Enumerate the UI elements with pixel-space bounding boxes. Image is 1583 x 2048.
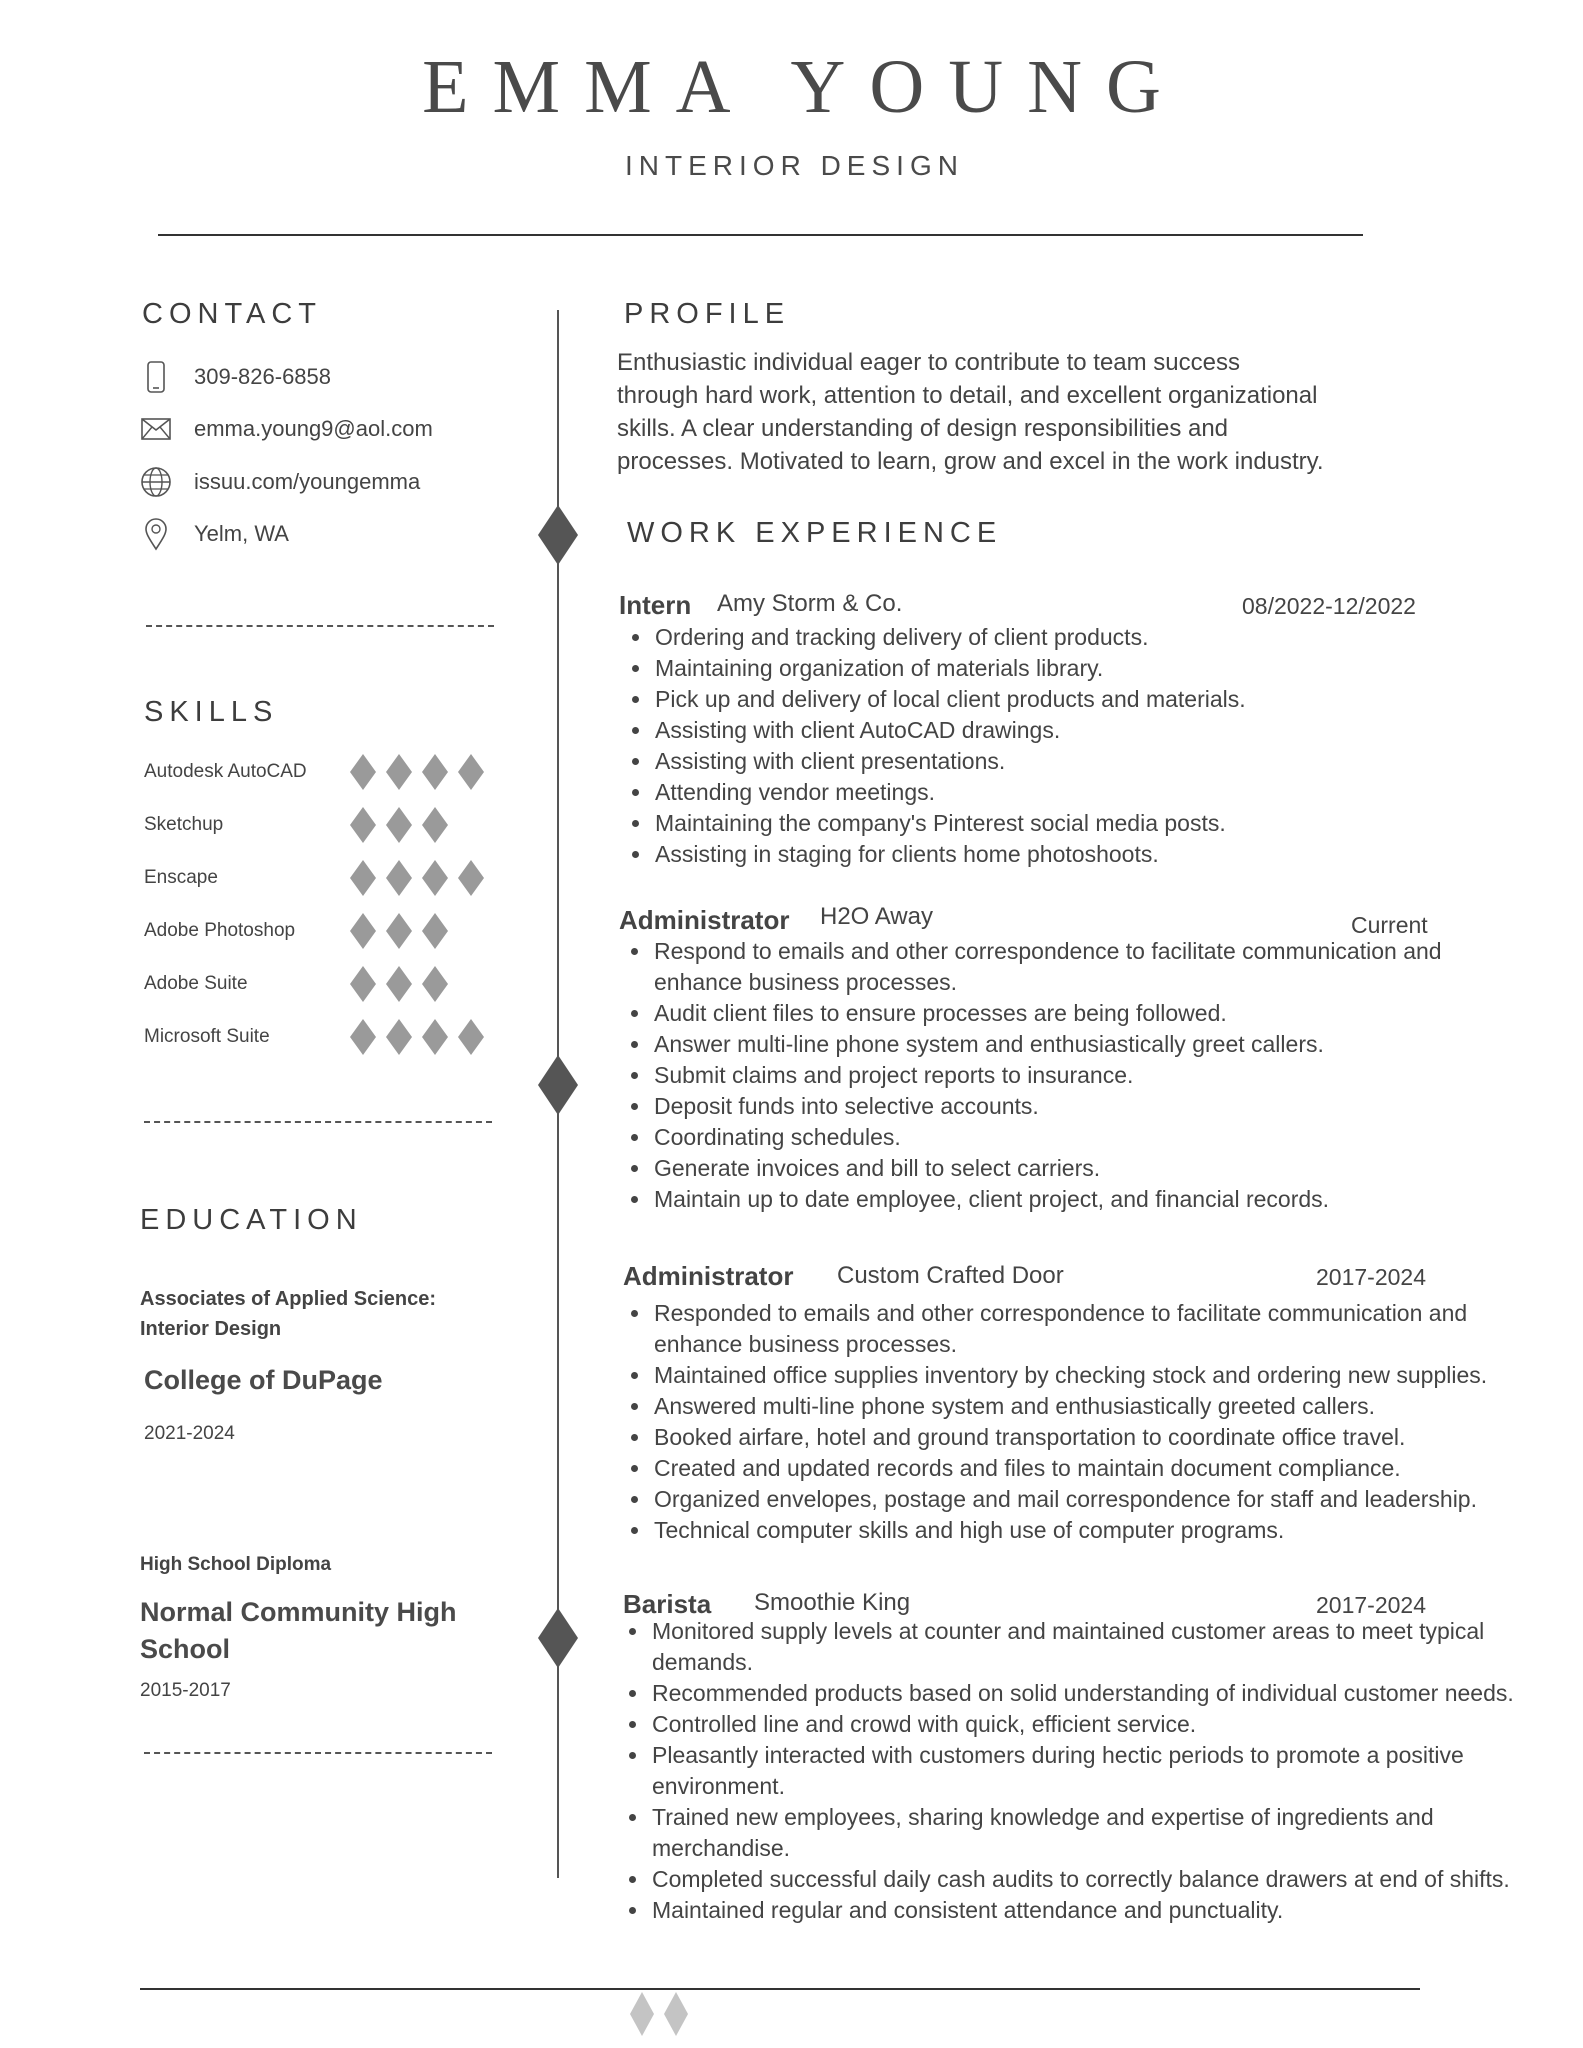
education-school: College of DuPage	[144, 1365, 383, 1395]
footer-diamonds-ornament	[628, 1992, 692, 2036]
skill-row	[144, 966, 504, 1002]
bullet-item: • Maintaining the company's Pinterest social media posts.	[653, 808, 1517, 839]
contact-phone: 309-826-6858	[194, 364, 332, 389]
skill-diamond-icon	[422, 913, 448, 949]
bullet-list	[616, 1298, 1526, 1546]
bullet-item: • Monitored supply levels at counter and maintained customer areas to meet typical demands.	[650, 1616, 1544, 1678]
bullet-item: • Attending vendor meetings.	[653, 777, 1517, 808]
skill-level-rating	[350, 913, 458, 949]
profile-line: Enthusiastic individual eager to contribute to team success	[617, 349, 1241, 376]
bullet-item: • Controlled line and crowd with quick, efficient service.	[650, 1709, 1544, 1740]
bullet-item: • Answered multi-line phone system and enthusiastically greeted callers.	[652, 1391, 1526, 1422]
bullet-list	[616, 936, 1496, 1215]
footer-rule	[140, 1988, 1420, 1990]
bullet-item: • Organized envelopes, postage and mail correspondence for staff and leadership.	[652, 1484, 1526, 1515]
job-bullets	[616, 1298, 1526, 1546]
profile-line: skills. A clear understanding of design responsibilities and	[617, 415, 1229, 442]
job-title: Barista	[623, 1589, 712, 1619]
job-company: Smoothie King	[754, 1589, 911, 1616]
bullet-item: • Generate invoices and bill to select carriers.	[652, 1153, 1496, 1184]
education-degree-field: Interior Design	[140, 1318, 282, 1340]
skill-row	[144, 754, 504, 790]
skill-diamond-icon	[422, 754, 448, 790]
resume-name: EMMA YOUNG	[422, 45, 1185, 129]
bullet-item: • Maintain up to date employee, client project, and financial records.	[652, 1184, 1496, 1215]
education-school-cont: School	[140, 1634, 231, 1664]
bullet-item: • Ordering and tracking delivery of client products.	[653, 622, 1517, 653]
education-years: 2015-2017	[140, 1680, 231, 1701]
bullet-item: • Pick up and delivery of local client products and materials.	[653, 684, 1517, 715]
skill-label: Adobe Suite	[144, 973, 248, 994]
skill-row	[144, 913, 504, 949]
job-title: Administrator	[623, 1261, 794, 1291]
education-school: Normal Community High	[140, 1597, 457, 1627]
bullet-item: • Maintained office supplies inventory by checking stock and ordering new supplies.	[652, 1360, 1526, 1391]
job-dates: Current	[1351, 912, 1428, 938]
bullet-item: • Answer multi-line phone system and enthusiastically greet callers.	[652, 1029, 1496, 1060]
skill-diamond-icon	[350, 754, 376, 790]
bullet-item: • Trained new employees, sharing knowledge and expertise of ingredients and merchandise.	[650, 1802, 1544, 1864]
education-years: 2021-2024	[144, 1423, 235, 1444]
job-dates: 2017-2024	[1316, 1264, 1426, 1290]
resume-subtitle: INTERIOR DESIGN	[625, 150, 964, 181]
job-dates: 08/2022-12/2022	[1242, 593, 1416, 619]
skill-level-rating	[350, 754, 494, 790]
education-degree: Associates of Applied Science:	[140, 1288, 437, 1310]
skill-diamond-icon	[422, 966, 448, 1002]
timeline-diamond	[538, 1608, 578, 1668]
contact-divider	[146, 625, 494, 627]
timeline-diamond	[538, 505, 578, 565]
bullet-item: • Created and updated records and files to maintain document compliance.	[652, 1453, 1526, 1484]
contact-phone-row	[140, 357, 331, 397]
bullet-item: • Deposit funds into selective accounts.	[652, 1091, 1496, 1122]
contact-website: issuu.com/youngemma	[194, 469, 421, 494]
education-divider	[144, 1752, 492, 1754]
job-dates: 2017-2024	[1316, 1592, 1426, 1618]
education-entry-1	[140, 1284, 500, 1445]
skills-divider	[144, 1121, 492, 1123]
bullet-item: • Coordinating schedules.	[652, 1122, 1496, 1153]
bullet-item: • Assisting with client AutoCAD drawings.	[653, 715, 1517, 746]
job-bullets	[614, 1616, 1544, 1926]
skill-label: Sketchup	[144, 814, 224, 835]
skill-diamond-icon	[386, 754, 412, 790]
skill-diamond-icon	[386, 860, 412, 896]
skill-diamond-icon	[350, 913, 376, 949]
skill-level-rating	[350, 966, 458, 1002]
education-title: EDUCATION	[140, 1204, 363, 1236]
skill-diamond-icon	[422, 807, 448, 843]
education-entry-2	[140, 1550, 500, 1702]
globe-icon	[140, 466, 172, 498]
bullet-item: • Booked airfare, hotel and ground transportation to coordinate office travel.	[652, 1422, 1526, 1453]
contact-email-row	[140, 409, 433, 449]
skill-label: Adobe Photoshop	[144, 920, 296, 941]
job-bullets	[617, 622, 1517, 870]
skill-label: Autodesk AutoCAD	[144, 761, 307, 782]
skill-diamond-icon	[458, 754, 484, 790]
job-bullets	[616, 936, 1496, 1215]
job-title: Administrator	[619, 905, 790, 935]
contact-location: Yelm, WA	[194, 521, 289, 546]
skill-diamond-icon	[350, 860, 376, 896]
skill-diamond-icon	[386, 913, 412, 949]
profile-line: through hard work, attention to detail, and excellent organizational	[617, 382, 1318, 409]
bullet-item: • Audit client files to ensure processes are being followed.	[652, 998, 1496, 1029]
bullet-item: • Technical computer skills and high use of computer programs.	[652, 1515, 1526, 1546]
job-company: Custom Crafted Door	[837, 1262, 1064, 1289]
envelope-icon	[140, 413, 172, 445]
contact-email: emma.young9@aol.com	[194, 416, 433, 441]
skill-diamond-icon	[422, 1019, 448, 1055]
skill-diamond-icon	[458, 860, 484, 896]
skill-row	[144, 860, 504, 896]
profile-line: processes. Motivated to learn, grow and excel in the work industry.	[617, 448, 1324, 475]
bullet-item: • Completed successful daily cash audits to correctly balance drawers at end of shifts.	[650, 1864, 1544, 1895]
skills-title: SKILLS	[144, 696, 279, 728]
bullet-item: • Assisting in staging for clients home photoshoots.	[653, 839, 1517, 870]
contact-website-row	[140, 462, 420, 502]
skill-diamond-icon	[422, 860, 448, 896]
skill-label: Enscape	[144, 867, 218, 888]
timeline-diamond	[538, 1055, 578, 1115]
bullet-list	[614, 1616, 1544, 1926]
bullet-item: • Respond to emails and other correspondence to facilitate communication and enhance business processes.	[652, 936, 1496, 998]
profile-title: PROFILE	[624, 298, 791, 330]
skill-level-rating	[350, 860, 494, 896]
header-rule	[158, 234, 1363, 236]
bullet-item: • Maintaining organization of materials library.	[653, 653, 1517, 684]
education-degree: High School Diploma	[140, 1554, 332, 1575]
profile-text	[617, 346, 1517, 478]
phone-icon	[140, 361, 172, 393]
skill-diamond-icon	[386, 1019, 412, 1055]
contact-location-row	[140, 514, 289, 554]
contact-title: CONTACT	[142, 298, 323, 330]
skill-diamond-icon	[386, 807, 412, 843]
job-title: Intern	[619, 590, 692, 620]
bullet-item: • Pleasantly interacted with customers during hectic periods to promote a positive environment.	[650, 1740, 1544, 1802]
skill-row	[144, 1019, 504, 1055]
skill-level-rating	[350, 1019, 494, 1055]
skill-diamond-icon	[350, 807, 376, 843]
bullet-item: • Submit claims and project reports to insurance.	[652, 1060, 1496, 1091]
bullet-list	[617, 622, 1517, 870]
skill-diamond-icon	[350, 1019, 376, 1055]
bullet-item: • Maintained regular and consistent attendance and punctuality.	[650, 1895, 1544, 1926]
skill-level-rating	[350, 807, 458, 843]
skill-label: Microsoft Suite	[144, 1026, 270, 1047]
job-company: H2O Away	[820, 903, 933, 930]
bullet-item: • Responded to emails and other correspondence to facilitate communication and enhance business processes.	[652, 1298, 1526, 1360]
work-title: WORK EXPERIENCE	[627, 517, 1003, 549]
skill-diamond-icon	[386, 966, 412, 1002]
skill-diamond-icon	[350, 966, 376, 1002]
skill-diamond-icon	[458, 1019, 484, 1055]
bullet-item: • Assisting with client presentations.	[653, 746, 1517, 777]
skill-row	[144, 807, 504, 843]
bullet-item: • Recommended products based on solid understanding of individual customer needs.	[650, 1678, 1544, 1709]
location-pin-icon	[140, 518, 172, 550]
job-company: Amy Storm & Co.	[717, 590, 903, 617]
